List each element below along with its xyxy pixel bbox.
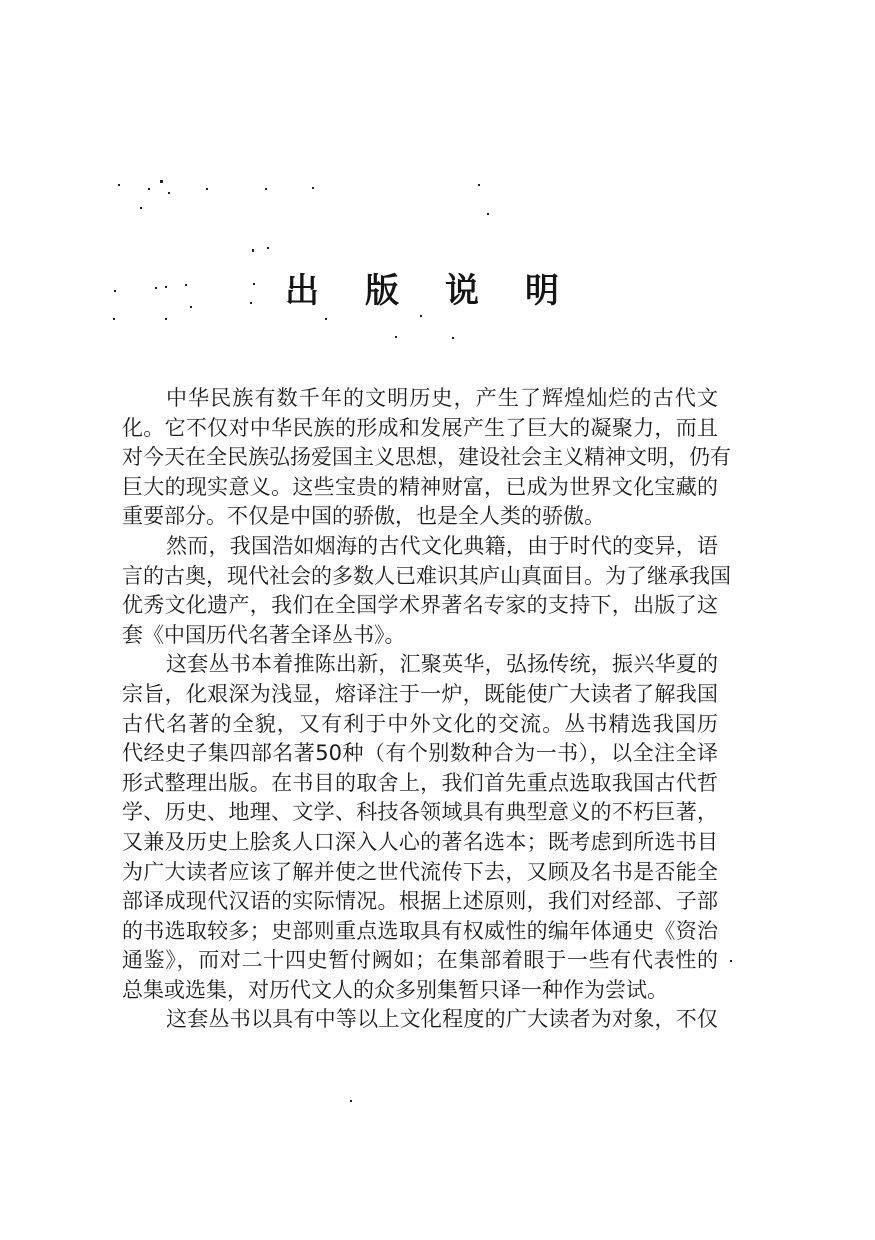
text-line: 化。它不仅对中华民族的形成和发展产生了巨大的凝聚力，而且	[122, 415, 718, 440]
paragraph-3	[122, 650, 718, 1005]
text-line: 这套丛书本着推陈出新，汇聚英华，弘扬传统，振兴华夏的	[166, 652, 718, 677]
scan-speck	[118, 184, 120, 186]
text-line: 套《中国历代名著全译丛书》。	[122, 622, 406, 647]
text-line: 形式整理出版。在书目的取舍上，我们首先重点选取我国古代哲	[122, 770, 718, 795]
scan-speck	[395, 336, 397, 338]
scan-speck	[420, 315, 422, 317]
title-char: 明	[525, 270, 559, 311]
scan-speck	[267, 247, 269, 249]
scan-speck	[114, 290, 116, 292]
text-line: 古代名著的全貌，又有利于中外文化的交流。丛书精选我国历	[122, 711, 718, 736]
text-line: 重要部分。不仅是中国的骄傲，也是全人类的骄傲。	[122, 504, 605, 529]
text-line: 学、历史、地理、文学、科技各领域具有典型意义的不朽巨著，	[122, 800, 718, 825]
scan-speck	[155, 287, 157, 289]
scan-speck	[165, 318, 167, 320]
scan-speck	[252, 249, 254, 252]
scan-speck	[165, 286, 167, 288]
scan-speck	[190, 306, 192, 308]
paragraph-2	[122, 532, 731, 650]
text-line: 这套丛书以具有中等以上文化程度的广大读者为对象，不仅	[166, 1007, 718, 1032]
text-line: 言的古奥，现代社会的多数人已难识其庐山真面目。为了继承我国	[122, 563, 731, 588]
text-line: 对今天在全民族弘扬爱国主义思想，建设社会主义精神文明，仍有	[122, 445, 731, 470]
scan-speck	[312, 187, 314, 189]
scan-speck	[265, 188, 267, 190]
text-line: 又兼及历史上脍炙人口深入人心的著名选本；既考虑到所选书目	[122, 829, 718, 854]
paragraph-4	[122, 1005, 718, 1035]
scan-speck	[113, 318, 115, 320]
text-line: 的书选取较多；史部则重点选取具有权威性的编年体通史《资治	[122, 918, 718, 943]
scan-speck	[730, 960, 732, 962]
text-line: 部译成现代汉语的实际情况。根据上述原则，我们对经部、子部	[122, 889, 718, 914]
scan-speck	[325, 318, 327, 320]
scan-speck	[487, 213, 489, 215]
paragraph-1	[122, 384, 731, 532]
text-line: 优秀文化遗产，我们在全国学术界著名专家的支持下，出版了这	[122, 593, 718, 618]
body-text	[122, 384, 731, 1035]
scan-speck	[253, 283, 255, 285]
title-char: 说	[445, 270, 479, 311]
title-char: 出	[285, 270, 319, 311]
text-line: 中华民族有数千年的文明历史，产生了辉煌灿烂的古代文	[166, 386, 718, 410]
scan-speck	[478, 184, 480, 186]
scan-speck	[160, 180, 163, 183]
scan-speck	[148, 188, 150, 190]
text-line: 代经史子集四部名著50种（有个别数种合为一书），以全注全译	[122, 741, 718, 766]
title-char: 版	[365, 270, 399, 311]
scan-speck	[140, 207, 142, 209]
scan-speck	[350, 1100, 352, 1102]
text-line: 通鉴》，而对二十四史暂付阙如；在集部着眼于一些有代表性的	[122, 948, 718, 973]
text-line: 为广大读者应该了解并使之世代流传下去，又顾及名书是否能全	[122, 859, 718, 884]
text-line: 总集或选集，对历代文人的众多别集暂只译一种作为尝试。	[122, 977, 668, 1002]
page-title	[282, 262, 562, 312]
scan-speck	[185, 284, 187, 286]
text-line: 然而，我国浩如烟海的古代文化典籍，由于时代的变异，语	[166, 533, 718, 558]
scan-speck	[206, 188, 208, 190]
scan-speck	[452, 337, 454, 339]
scan-speck	[168, 192, 170, 194]
scan-speck	[250, 302, 252, 304]
text-line: 巨大的现实意义。这些宝贵的精神财富，已成为世界文化宝藏的	[122, 474, 718, 499]
text-line: 宗旨，化艰深为浅显，熔译注于一炉，既能使广大读者了解我国	[122, 681, 718, 706]
